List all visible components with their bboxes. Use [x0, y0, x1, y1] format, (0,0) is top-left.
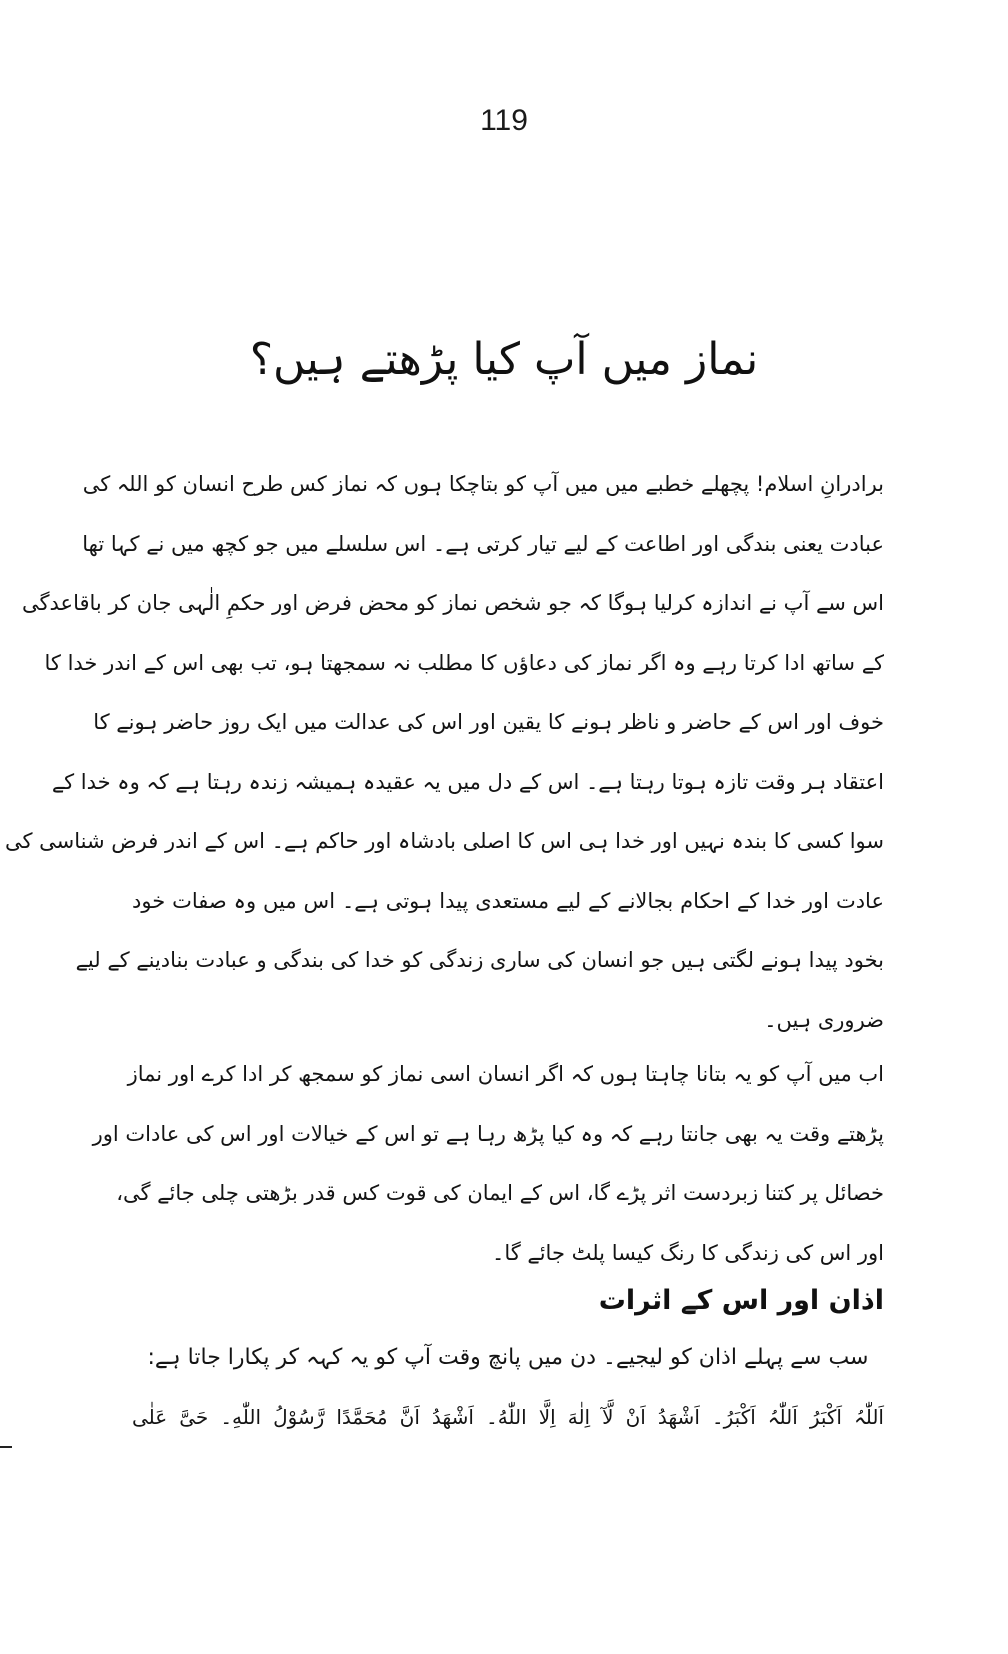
- paragraph-line: عبادت یعنی بندگی اور اطاعت کے لیے تیار کرتی ہے۔ اس سلسلے میں جو کچھ میں نے کہا تھا: [82, 531, 884, 556]
- paragraph-line: برادرانِ اسلام! پچھلے خطبے میں میں آپ کو بتاچکا ہوں کہ نماز کس طرح انسان کو اللہ کی: [82, 472, 884, 496]
- paragraph-line: کے ساتھ ادا کرتا رہے وہ اگر نماز کی دعاؤں کا مطلب نہ سمجھتا ہو، تب بھی اس کے اندر خدا کا: [44, 650, 884, 675]
- chapter-title: نماز میں آپ کیا پڑھتے ہیں؟: [249, 334, 759, 385]
- paragraph-line: سوا کسی کا بندہ نہیں اور خدا ہی اس کا اصلی بادشاہ اور حاکم ہے۔ اس کے اندر فرض شناسی کی: [5, 829, 884, 853]
- adhan-text: اَللّٰہُ اَکْبَرُ اَللّٰہُ اَکْبَرُ۔ اَشْهَدُ اَنْ لَّآ اِلٰهَ اِلَّا اللّٰهُ۔ اَشْهَدُ اَنَّ مُحَمَّدًا رَّسُوْلُ اللّٰهِ۔ حَیَّ عَلٰی: [132, 1405, 884, 1429]
- paragraph-line: بخود پیدا ہونے لگتی ہیں جو انسان کی ساری زندگی کو خدا کی بندگی و عبادت بنادینے کے لیے: [75, 948, 884, 972]
- section-heading: اذان اور اس کے اثرات: [598, 1285, 884, 1316]
- paragraph-1: [5, 455, 884, 1050]
- paragraph-line: اس سے آپ نے اندازہ کرلیا ہوگا کہ جو شخص نماز کو محض فرض اور حکمِ الٰہی جان کر باقاعدگی: [22, 591, 884, 615]
- paragraph-2: [92, 1045, 884, 1283]
- paragraph-line: ضروری ہیں۔: [764, 1007, 884, 1032]
- margin-mark: [0, 1446, 12, 1448]
- section-intro: سب سے پہلے اذان کو لیجیے۔ دن میں پانچ وقت آپ کو یہ کہہ کر پکارا جاتا ہے:: [147, 1345, 869, 1370]
- paragraph-line: عادت اور خدا کے احکام بجالانے کے لیے مستعدی پیدا ہوتی ہے۔ اس میں وہ صفات خود: [132, 888, 884, 913]
- paragraph-line: اب میں آپ کو یہ بتانا چاہتا ہوں کہ اگر انسان اسی نماز کو سمجھ کر ادا کرے اور نماز: [127, 1062, 884, 1086]
- paragraph-line: اور اس کی زندگی کا رنگ کیسا پلٹ جائے گا۔: [492, 1240, 884, 1265]
- paragraph-line: پڑھتے وقت یہ بھی جانتا رہے کہ وہ کیا پڑھ رہا ہے تو اس کے خیالات اور اس کی عادات اور: [92, 1121, 884, 1146]
- paragraph-line: خصائل پر کتنا زبردست اثر پڑے گا، اس کے ایمان کی قوت کس قدر بڑھتی چلی جائے گی،: [116, 1181, 884, 1205]
- page-number: 119: [480, 104, 528, 137]
- paragraph-line: خوف اور اس کے حاضر و ناظر ہونے کا یقین اور اس کی عدالت میں ایک روز حاضر ہونے کا: [93, 710, 884, 734]
- paragraph-line: اعتقاد ہر وقت تازہ ہوتا رہتا ہے۔ اس کے دل میں یہ عقیدہ ہمیشہ زندہ رہتا ہے کہ وہ خدا کے: [51, 769, 884, 794]
